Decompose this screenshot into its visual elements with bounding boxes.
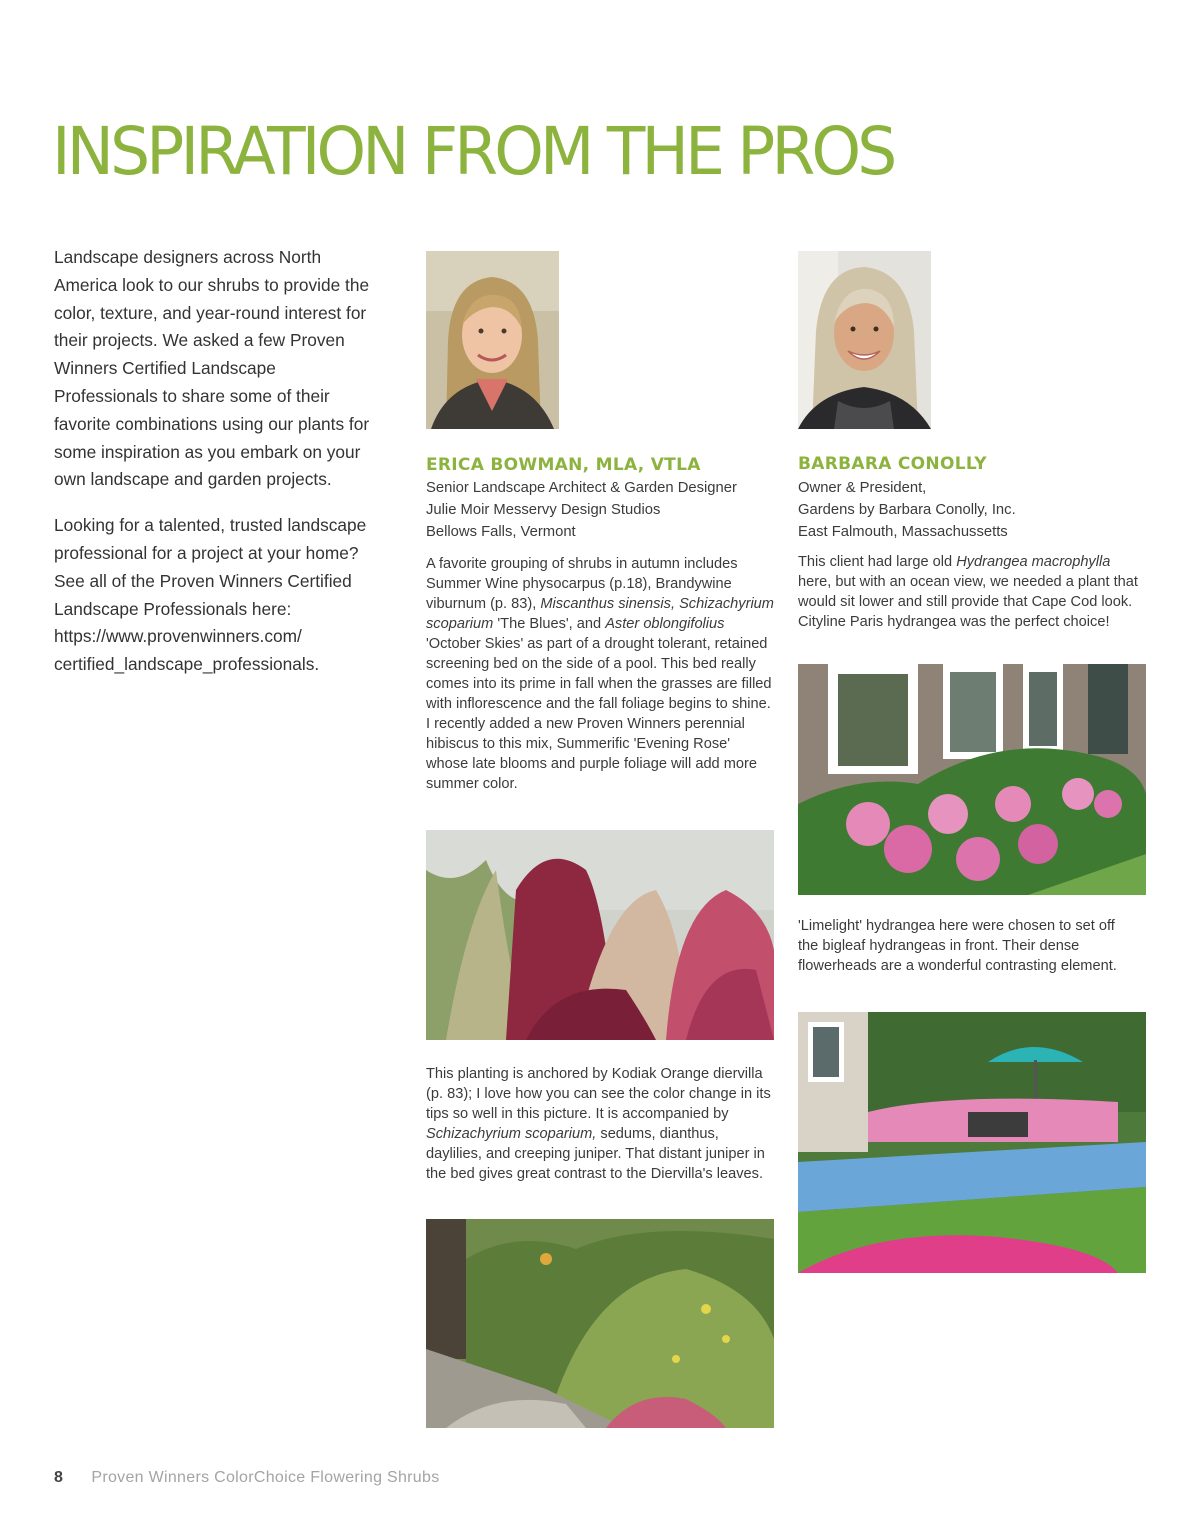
barbara-title: Owner & President, — [798, 480, 927, 496]
barbara-name: BARBARA CONOLLY — [798, 454, 987, 474]
page-number: 8 — [54, 1469, 63, 1486]
erica-quote-2: This planting is anchored by Kodiak Orange diervilla (p. 83); I love how you can see the color change in its tips so well in this picture. It is accompanied by Schizachyrium scoparium, sedums, dianthus, daylilies, and creeping juniper. That distant juniper in the bed gives great contrast to the Diervilla's leaves. — [426, 1066, 771, 1182]
pro-directory-link[interactable] — [54, 623, 384, 679]
intro-text — [54, 244, 384, 697]
intro-paragraph-1: Landscape designers across North America look to our shrubs to provide the color, texture, and year-round interest for their projects. We asked a few Proven Winners Certified Landscape Professionals to share some of their favorite combinations using our plants for some inspiration as you embark on your own landscape and garden projects. — [54, 247, 370, 490]
erica-quote-1: A favorite grouping of shrubs in autumn includes Summer Wine physocarpus (p.18), Brandywine viburnum (p. 83), Miscanthus sinensis, Schizachyrium scoparium 'The Blues', and Aster oblongifolius 'October Skies' as part of a drought tolerant, retained screening bed on the side of a pool. This bed really comes into its prime in fall when the grasses are filled with inflorescence and the fall foliage begins to shine. I recently added a new Proven Winners perennial hibiscus to this mix, Summerific 'Evening Rose' whose late blooms and purple foliage will add more summer color. — [426, 556, 774, 792]
barbara-portrait-photo — [798, 251, 931, 429]
intro-paragraph-2-text: Looking for a talented, trusted landscape professional for a project at your home? See all of the Proven Winners Certified Landscape Professionals here: — [54, 515, 367, 619]
autumn-shrub-photo — [426, 830, 774, 1040]
barbara-location: East Falmouth, Massachussetts — [798, 523, 1008, 540]
erica-details — [426, 478, 737, 543]
publication-title: Proven Winners ColorChoice Flowering Shrubs — [91, 1469, 440, 1486]
page-title: INSPIRATION FROM THE PROS — [52, 113, 894, 190]
page-footer — [54, 1469, 440, 1487]
barbara-quote-1: This client had large old Hydrangea macrophylla here, but with an ocean view, we needed a plant that would sit lower and still provide that Cape Cod look. Cityline Paris hydrangea was the perfect choice! — [798, 554, 1138, 630]
barbara-details — [798, 478, 1016, 543]
link-line-2: certified_landscape_professionals. — [54, 654, 320, 675]
link-line-1: https://www.provenwinners.com/ — [54, 626, 302, 647]
erica-portrait-photo — [426, 251, 559, 429]
barbara-company: Gardens by Barbara Conolly, Inc. — [798, 501, 1016, 518]
erica-company: Julie Moir Messervy Design Studios — [426, 501, 661, 518]
diervilla-garden-photo — [426, 1219, 774, 1428]
pool-garden-photo — [798, 1012, 1146, 1273]
barbara-quote-2: 'Limelight' hydrangea here were chosen to set off the bigleaf hydrangeas in front. Their dense flowerheads are a wonderful contrasting element. — [798, 918, 1117, 974]
erica-location: Bellows Falls, Vermont — [426, 523, 576, 540]
erica-title: Senior Landscape Architect & Garden Designer — [426, 480, 737, 496]
hydrangea-house-photo — [798, 664, 1146, 895]
intro-paragraph-2 — [54, 512, 384, 679]
erica-name: ERICA BOWMAN, MLA, VTLA — [426, 455, 701, 475]
